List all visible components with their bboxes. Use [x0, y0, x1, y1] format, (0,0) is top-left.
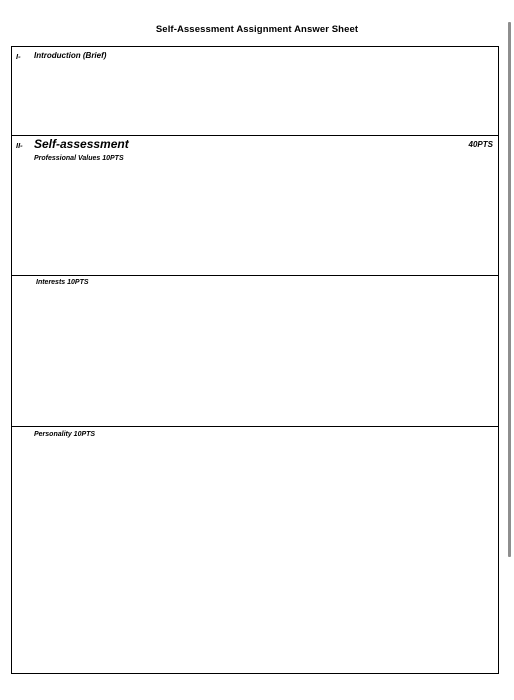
section-numeral: II- — [16, 141, 23, 150]
subsection-interests: Interests 10PTS — [36, 279, 89, 286]
section-heading-introduction: Introduction (Brief) — [34, 51, 107, 60]
vertical-scrollbar[interactable] — [508, 22, 511, 557]
section-points: 40PTS — [468, 140, 493, 149]
subsection-professional-values: Professional Values 10PTS — [34, 155, 124, 162]
section-numeral: I- — [16, 52, 21, 61]
section-heading-self-assessment: Self-assessment — [34, 137, 129, 151]
answer-sheet — [11, 46, 499, 674]
subsection-personality: Personality 10PTS — [34, 431, 96, 438]
page-title: Self-Assessment Assignment Answer Sheet — [155, 24, 359, 35]
subsection-personality-box[interactable] — [12, 427, 498, 673]
section-introduction[interactable] — [12, 47, 498, 136]
subsection-interests-box[interactable] — [12, 276, 498, 427]
section-self-assessment[interactable] — [12, 136, 498, 276]
